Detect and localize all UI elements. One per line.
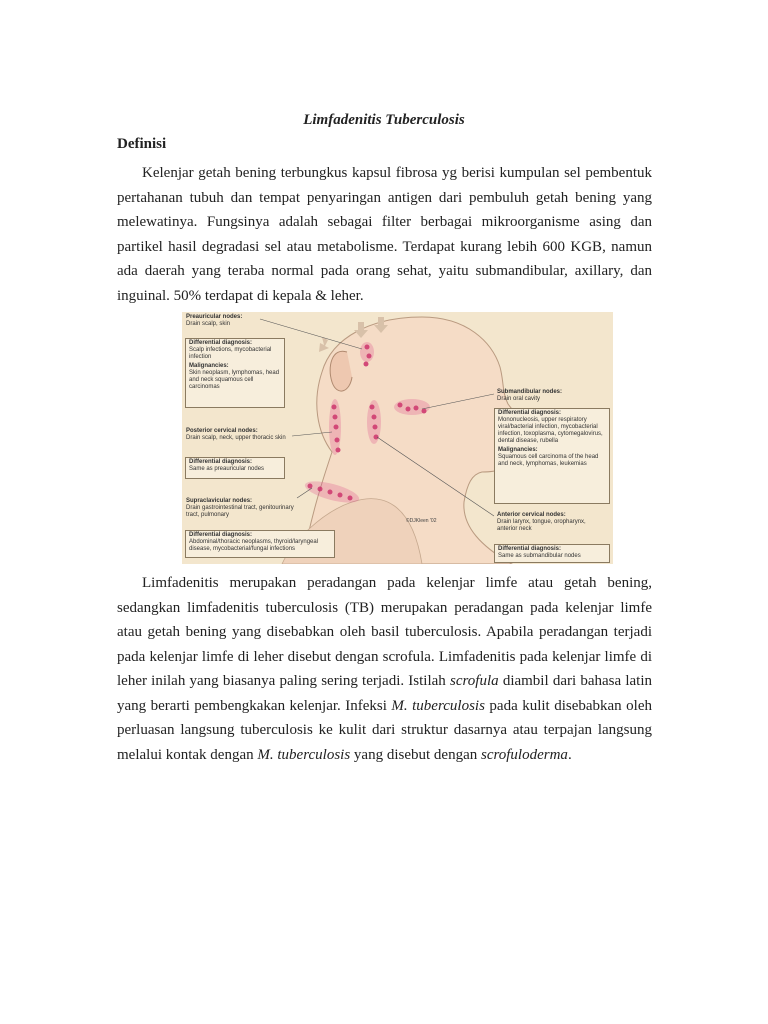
paragraph-definition: Kelenjar getah bening terbungkus kapsul fibrosa yg berisi kumpulan sel pembentuk pertahanan tubuh dan tempat penyaringan antigen dari pembuluh getah bening yang melewatinya. Fungsinya adalah sebagai filter berbagai mikroorganisme asing dan partikel hasil degradasi sel atau metabolisme. Terdapat kurang lebih 600 KGB, namun ada daerah yang teraba normal pada orang sehat, yaitu submandibular, axillary, dan inguinal. 50% terdapat di kepala & leher. xyxy=(117,165,652,304)
lymph-node-figure xyxy=(182,312,613,564)
supraclavicular-label: Supraclavicular nodes: Drain gastrointestinal tract, genitourinary tract, pulmonary xyxy=(186,498,294,518)
paragraph-limfadenitis: Limfadenitis merupakan peradangan pada kelenjar limfe atau getah bening, sedangkan limfadenitis tuberculosis (TB) merupakan peradangan pada kelenjar limfe atau getah bening yang disebabkan oleh basil tuberculosis. Apabila peradangan terjadi pada kelenjar limfe di leher disebut dengan scrofula. Limfadenitis pada kelenjar limfe di leher inilah yang biasanya paling sering terjadi. Istilah scrofula diambil dari bahasa latin yang berarti pembengkakan kelenjar. Infeksi M. tuberculosis pada kulit disebabkan oleh perluasan langsung tuberculosis ke kulit dari struktur dasarnya atau terpajan langsung melalui kontak dengan M. tuberculosis yang disebut dengan scrofuloderma. xyxy=(117,575,652,763)
dd-box-supraclavicular: Differential diagnosis: Abdominal/thoracic neoplasms, thyroid/laryngeal disease, mycobacterial/fungal infections xyxy=(185,530,335,558)
preauricular-label: Preauricular nodes: Drain scalp, skin xyxy=(186,314,243,327)
figure-credit: ©DJKleen '02 xyxy=(406,518,437,524)
dd-box-posterior: Differential diagnosis: Same as preauricular nodes xyxy=(185,457,285,479)
document-title: Limfadenitis Tuberculosis xyxy=(303,112,465,128)
dd-box-anterior: Differential diagnosis: Same as submandibular nodes xyxy=(494,544,610,563)
submandibular-label: Submandibular nodes: Drain oral cavity xyxy=(497,389,563,402)
posterior-label: Posterior cervical nodes: Drain scalp, neck, upper thoracic skin xyxy=(186,428,286,441)
anterior-label: Anterior cervical nodes: Drain larynx, tongue, oropharynx, anterior neck xyxy=(497,512,586,532)
dd-box-preauricular: Differential diagnosis: Scalp infections, mycobacterial infection Malignancies: Skin neoplasm, lymphomas, head and neck squamous cell carcinomas xyxy=(185,338,285,408)
section-heading: Definisi xyxy=(117,136,167,152)
dd-box-submandibular: Differential diagnosis: Mononucleosis, upper respiratory viral/bacterial infection, mycobacterial infection, toxoplasma, cytomegalovirus, dental disease, rubella Malignancies: Squamous cell carcinoma of the head and neck, lymphomas, leukemias xyxy=(494,408,610,504)
